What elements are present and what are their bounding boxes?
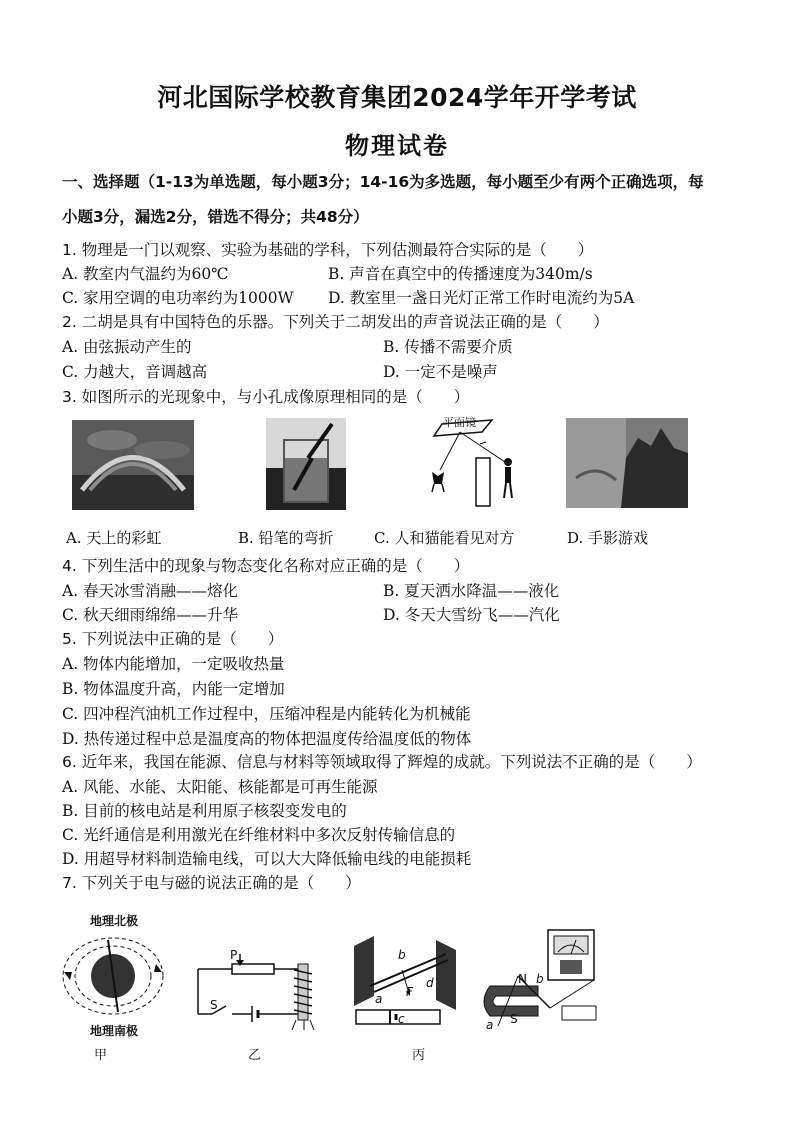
q5-option-b: B. 物体温度升高，内能一定增加: [62, 680, 285, 698]
section-heading-line1: 一、选择题（1-13为单选题，每小题3分；14-16为多选题，每小题至少有两个正确选项，每: [62, 173, 704, 191]
q7-label-p: P: [230, 948, 238, 962]
q7-label-d: d: [426, 976, 434, 990]
q7-label-n: N: [518, 972, 527, 986]
q7-label-b-ding: b: [536, 972, 544, 986]
q5-stem: 5. 下列说法中正确的是（ ）: [62, 630, 284, 648]
q7-figure-electromagnet-circuit: [192, 940, 332, 1030]
q3-picture-bent-pencil: [266, 418, 346, 510]
q2-option-a: A. 由弦振动产生的: [62, 338, 192, 356]
q3-mirror-label: 平面镜: [443, 416, 476, 429]
q5-option-a: A. 物体内能增加，一定吸收热量: [62, 655, 285, 673]
q2-option-d: D. 一定不是噪声: [383, 363, 498, 381]
exam-title: 河北国际学校教育集团2024学年开学考试: [157, 83, 637, 112]
q7-figure-motor-principle: [350, 926, 466, 1032]
q7-figure-jia-caption: 甲: [94, 1048, 108, 1063]
q7-label-b: b: [398, 948, 406, 962]
q7-label-s-ding: S: [510, 1012, 518, 1026]
q3-picture-rainbow: [72, 420, 194, 510]
q7-figure-earth-magnetic-field: [58, 926, 168, 1026]
q7-label-s-yi: S: [210, 998, 218, 1012]
q6-option-d: D. 用超导材料制造输电线，可以大大降低输电线的电能损耗: [62, 850, 472, 868]
q1-option-a: A. 教室内气温约为60℃: [62, 265, 229, 283]
q4-option-c: C. 秋天细雨绵绵——升华: [62, 606, 239, 624]
q4-option-a: A. 春天冰雪消融——熔化: [62, 582, 239, 600]
q3-option-d: D. 手影游戏: [567, 529, 649, 547]
q7-stem: 7. 下列关于电与磁的说法正确的是（ ）: [62, 874, 361, 892]
q4-stem: 4. 下列生活中的现象与物态变化名称对应正确的是（ ）: [62, 557, 470, 575]
q7-figure-yi-caption: 乙: [248, 1048, 262, 1063]
q3-option-a: A. 天上的彩虹: [66, 529, 162, 547]
q6-option-a: A. 风能、水能、太阳能、核能都是可再生能源: [62, 778, 378, 796]
q2-option-c: C. 力越大，音调越高: [62, 363, 208, 381]
q3-picture-mirror: [420, 412, 530, 512]
q7-label-a: a: [375, 992, 383, 1006]
q1-option-c: C. 家用空调的电功率约为1000W: [62, 289, 294, 307]
q3-option-b: B. 铅笔的弯折: [238, 529, 334, 547]
q7-label-c: c: [398, 1012, 405, 1026]
exam-subtitle: 物理试卷: [345, 132, 449, 160]
q7-label-a-ding: a: [486, 1018, 494, 1032]
section-heading-line2: 小题3分，漏选2分，错选不得分；共48分）: [62, 208, 369, 226]
q6-option-b: B. 目前的核电站是利用原子核裂变发电的: [62, 802, 347, 820]
q4-option-b: B. 夏天洒水降温——液化: [383, 582, 560, 600]
q4-option-d: D. 冬天大雪纷飞——汽化: [383, 606, 560, 624]
q3-picture-shadow-play: [566, 418, 688, 508]
q6-option-c: C. 光纤通信是利用激光在纤维材料中多次反射传输信息的: [62, 826, 456, 844]
q7-north-pole-label: 地理北极: [90, 914, 139, 928]
q1-option-d: D. 教室里一盏日光灯正常工作时电流约为5A: [328, 289, 635, 307]
q6-stem: 6. 近年来，我国在能源、信息与材料等领域取得了辉煌的成就。下列说法不正确的是（ ）: [62, 753, 702, 771]
q3-stem: 3. 如图所示的光现象中，与小孔成像原理相同的是（ ）: [62, 388, 470, 406]
q2-stem: 2. 二胡是具有中国特色的乐器。下列关于二胡发出的声音说法正确的是（ ）: [62, 313, 609, 331]
q7-figure-bing-caption: 丙: [412, 1048, 426, 1063]
q7-south-pole-label: 地理南极: [90, 1024, 139, 1038]
q1-option-b: B. 声音在真空中的传播速度为340m/s: [328, 265, 593, 283]
q5-option-c: C. 四冲程汽油机工作过程中，压缩冲程是内能转化为机械能: [62, 705, 471, 723]
q2-option-b: B. 传播不需要介质: [383, 338, 513, 356]
q5-option-d: D. 热传递过程中总是温度高的物体把温度传给温度低的物体: [62, 730, 472, 748]
q3-option-c: C. 人和猫能看见对方: [374, 529, 515, 547]
q7-label-f: F: [406, 985, 413, 999]
q1-stem: 1. 物理是一门以观察、实验为基础的学科，下列估测最符合实际的是（ ）: [62, 241, 594, 259]
